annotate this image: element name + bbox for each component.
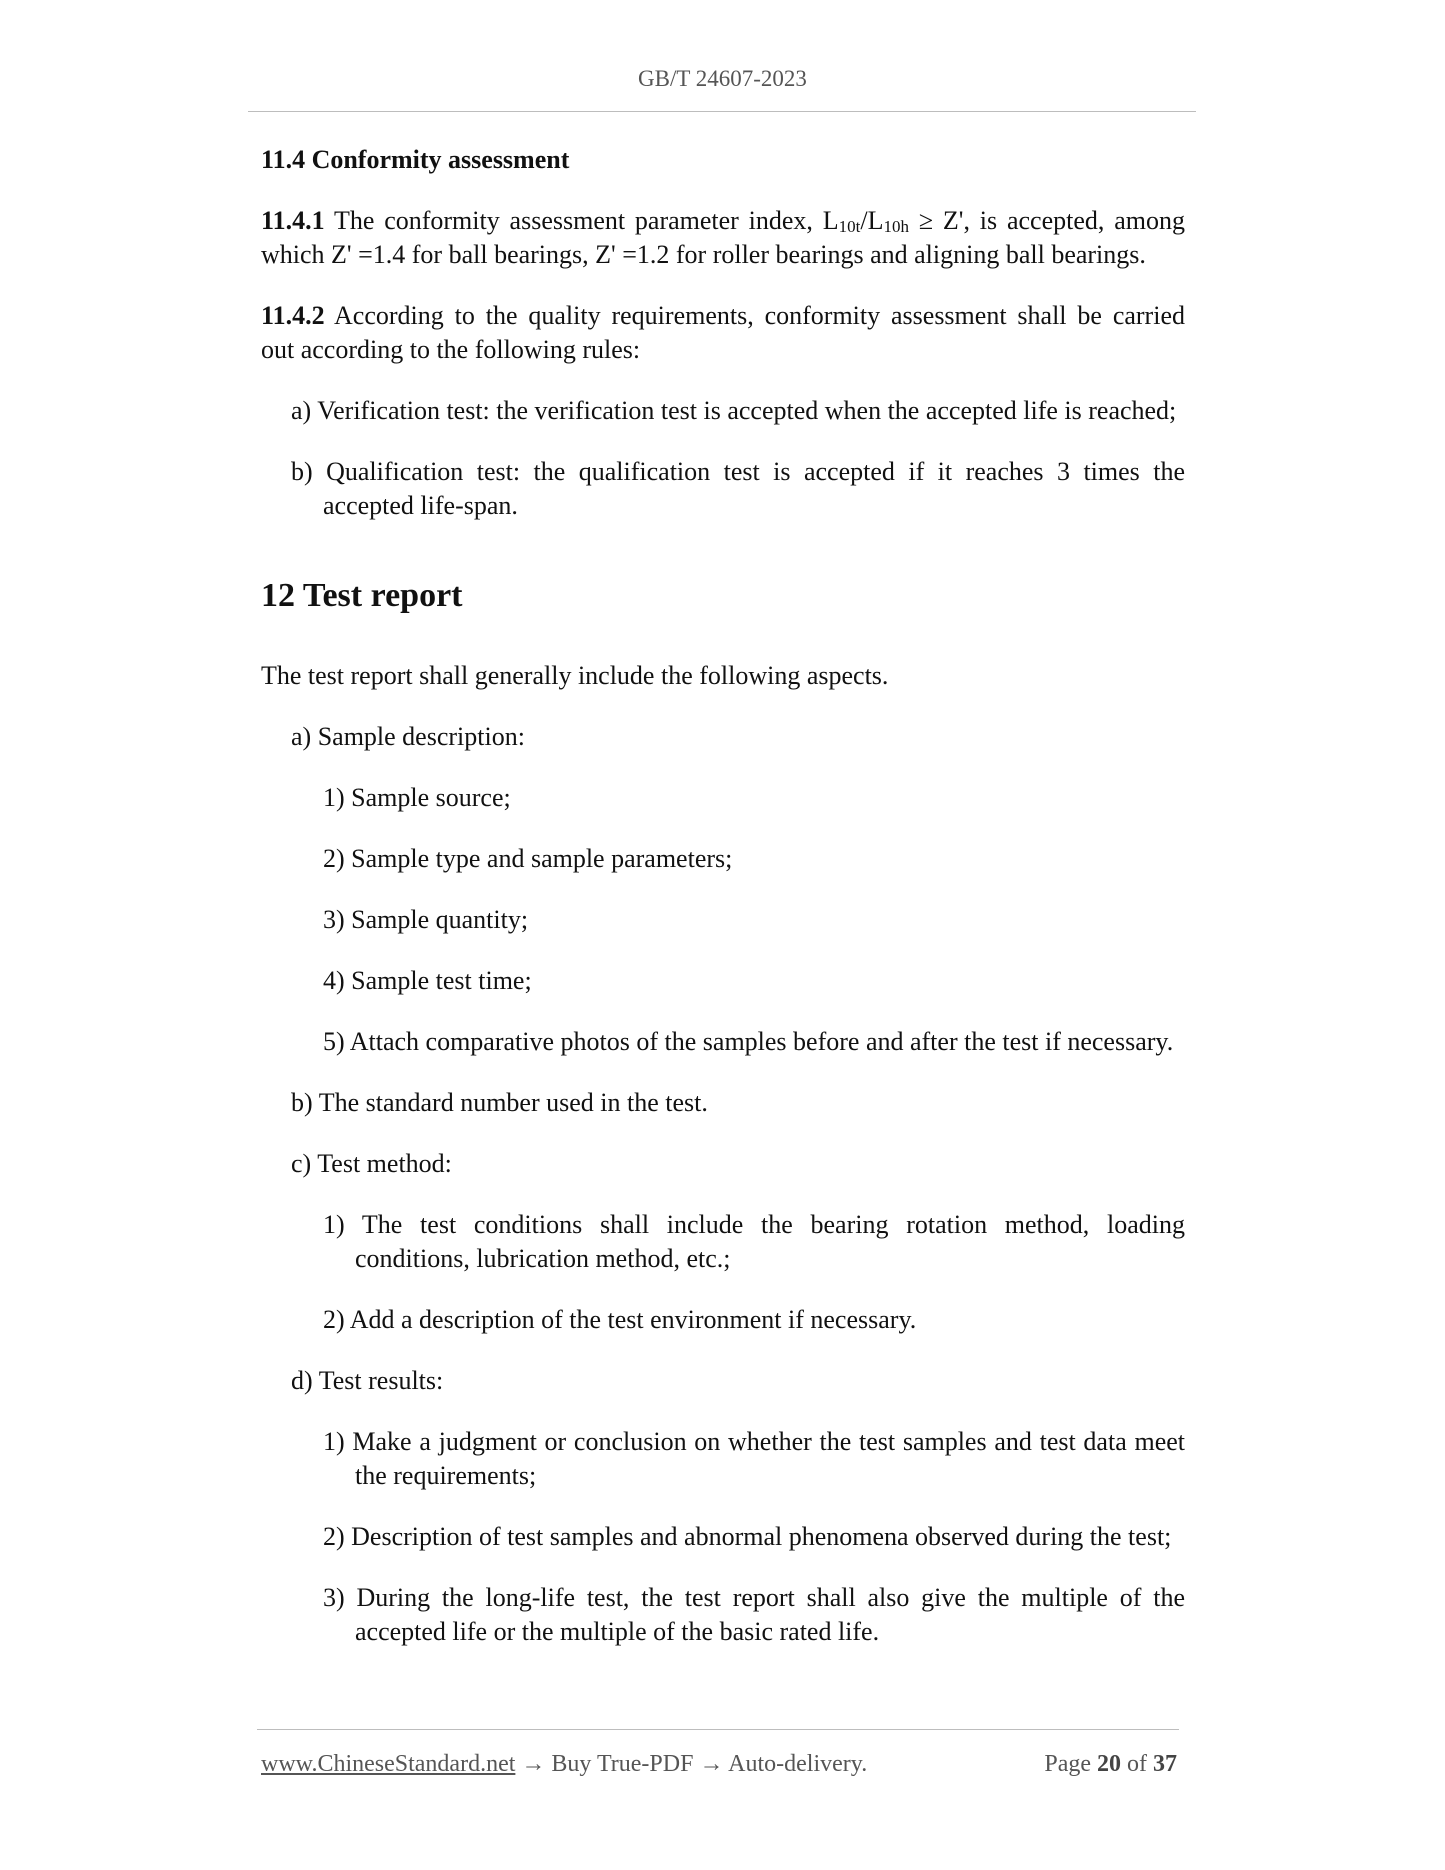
list-item-c-test-method: c) Test method: [291,1149,452,1178]
sub-item-test-conditions-line1: 1) The test conditions shall include the bearing rotation method, loading [323,1210,1185,1239]
section-11-4-heading: 11.4 Conformity assessment [261,145,570,174]
sub-item-comparative-photos: 5) Attach comparative photos of the samples before and after the test if necessary. [323,1027,1174,1056]
clause-number: 11.4.2 [261,301,325,330]
clause-11-4-1-line2: which Z' =1.4 for ball bearings, Z' =1.2 for roller bearings and aligning ball bearings. [261,240,1146,269]
clause-text: According to the quality requirements, conformity assessment shall be carried [334,301,1185,330]
auto-delivery-text: Auto-delivery. [728,1751,868,1777]
sub-item-judgment-line1: 1) Make a judgment or conclusion on whether the test samples and test data meet [323,1427,1185,1456]
page-label: Page [1044,1751,1091,1777]
sub-item-test-conditions-line2: conditions, lubrication method, etc.; [355,1244,731,1273]
footer-divider [257,1729,1179,1730]
sub-item-test-environment: 2) Add a description of the test environment if necessary. [323,1305,917,1334]
sub-item-long-life-test-line1: 3) During the long-life test, the test report shall also give the multiple of the [323,1583,1185,1612]
section-12-intro: The test report shall generally include the following aspects. [261,661,889,690]
sub-item-long-life-test-line2: accepted life or the multiple of the basic rated life. [355,1617,880,1646]
list-item-b-line1: b) Qualification test: the qualification test is accepted if it reaches 3 times the [291,457,1185,486]
clause-text: /L [860,206,884,235]
sub-item-abnormal-phenomena: 2) Description of test samples and abnormal phenomena observed during the test; [323,1522,1172,1551]
clause-11-4-1-line1 [261,206,1185,237]
list-item-a-sample-description: a) Sample description: [291,722,525,751]
footer-promo [261,1751,867,1778]
clause-text: The conformity assessment parameter index, L [333,206,839,235]
clause-11-4-2-line2: out according to the following rules: [261,335,641,364]
buy-pdf-text: Buy True-PDF [551,1751,694,1777]
arrow-icon: → [515,1751,552,1777]
subscript: 10t [838,217,861,236]
of-label: of [1127,1751,1147,1777]
list-item-b-standard-number: b) The standard number used in the test. [291,1088,708,1117]
clause-11-4-2-line1 [261,301,1185,331]
sub-item-sample-type: 2) Sample type and sample parameters; [323,844,733,873]
website-link[interactable]: www.ChineseStandard.net [261,1751,516,1777]
clause-text: ≥ Z', is accepted, among [918,206,1185,235]
current-page-number: 20 [1097,1751,1121,1777]
section-12-heading: 12 Test report [261,577,463,614]
page-indicator [1044,1751,1177,1778]
subscript: 10h [883,217,909,236]
document-header-title: GB/T 24607-2023 [638,66,807,91]
sub-item-judgment-line2: the requirements; [355,1461,537,1490]
header-divider [248,111,1196,112]
sub-item-sample-source: 1) Sample source; [323,783,511,812]
clause-number: 11.4.1 [261,206,325,235]
list-item-a: a) Verification test: the verification test is accepted when the accepted life is reached; [291,396,1177,425]
sub-item-sample-quantity: 3) Sample quantity; [323,905,529,934]
list-item-d-test-results: d) Test results: [291,1366,444,1395]
list-item-b-line2: accepted life-span. [323,491,518,520]
arrow-icon: → [693,1751,729,1777]
total-pages: 37 [1153,1751,1177,1777]
sub-item-sample-test-time: 4) Sample test time; [323,966,532,995]
